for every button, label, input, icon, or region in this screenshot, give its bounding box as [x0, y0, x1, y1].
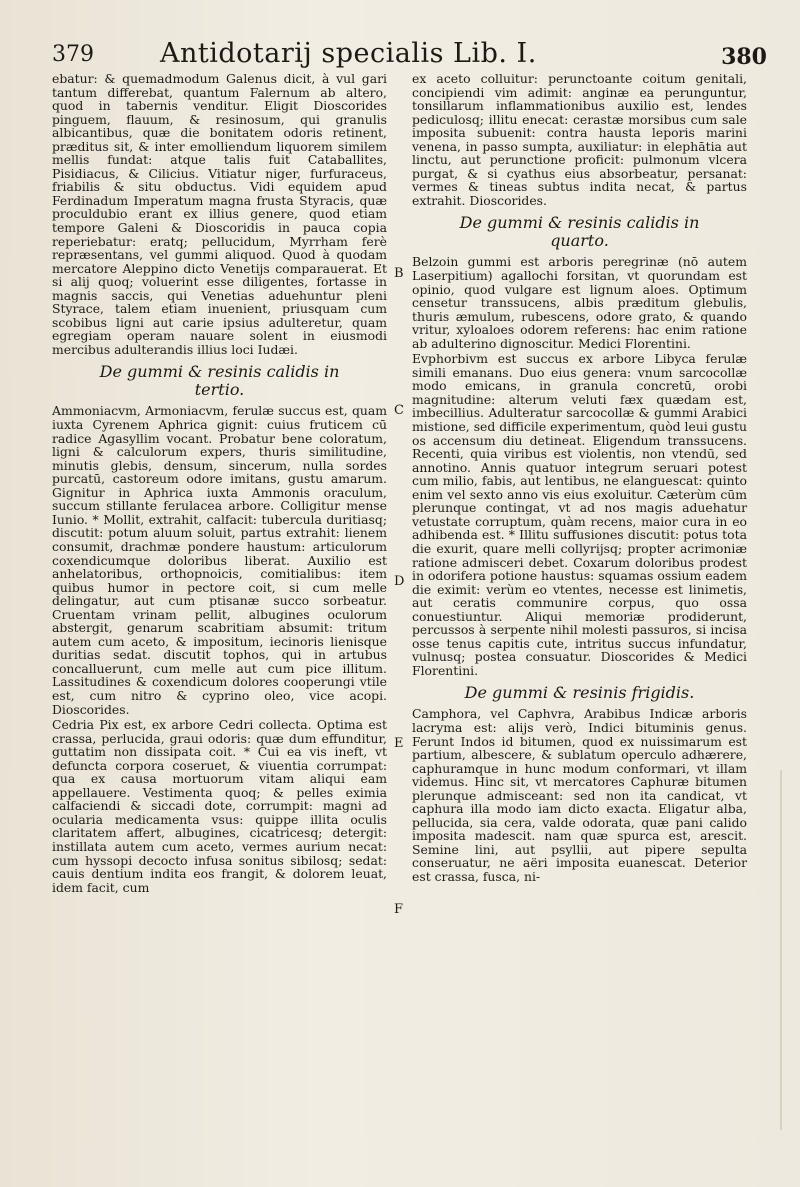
paragraph-styrax: ebatur: & quemadmodum Galenus dicit, à vul gari tantum differebat, quantum Falernum ab altero, quod in tabernis venditur. Eligit Dioscorides pinguem, flauum, & resinosum, qui granulis albicantibus, quæ die bonitatem odoris retinent, præditus sit, & inter emolliendum liquorem similem mellis fundat: atque talis fuit Cataballites, Pisidiacus, & Cilicius. Vitiatur niger, furfuraceus, friabilis & situ obductus. Vidi equidem apud Ferdinadum Imperatum magna frusta Styracis, quæ proculdubio erant ex illius genere, quod etiam tempore Galeni & Dioscoridis in pauca copia reperiebatur: eratq; pellucidum, Myrrham ferè repræsentans, vel gummi aliquod. Quod à quodam mercatore Aleppino dicto Venetijs comparauerat. Et si alij quoq; voluerint esse diligentes, fortasse in magnis saccis, qui Venetias aduehuntur pleni Styrace, talem etiam inuenient, priusquam cum scobibus ligni aut carie ipsius adulteretur, quam egregiam operam nauare solent in eiusmodi mercibus adulterandis illius loci Iudæi.	[52, 71, 387, 357]
paragraph-ammoniacum: Ammoniacvm, Armoniacvm, ferulæ succus est, quam iuxta Cyrenem Aphrica gignit: cuius fruticem cū radice Agasyllim vocant. Probatur bene coloratum, ligni & calculorum expers, thuris similitudine, minutis glebis, densum, sincerum, nulla sordes purcatū, castoreum odore imitans, gustu amarum. Gignitur in Aphrica iuxta Ammonis oraculum, succum stillante ferulacea arbore. Colligitur mense Iunio. * Mollit, extrahit, calfacit: tubercula duritiasq; discutit: potum aluum soluit, partus extrahit: lienem consumit, drachmæ pondere haustum: articulorum coxendicumque doloribus liberat. Auxilio est anhelatoribus, orthopnoicis, comitialibus: item quibus humor in pectore coit, si cum melle delingatur, aut cum ptisanæ succo sorbeatur. Cruentam vrinam pellit, albugines oculorum abstergit, genarum scabritiam absumit: tritum autem cum aceto, & impositum, iecinoris lienisque duritias sedat. discutit tophos, qui in artubus concalluerunt, cum melle aut cum pice illitum. Lassitudines & coxendicum dolores cooperungi vtile est, cum nitro & cyprino oleo, vice acopi. Dioscorides.	[52, 403, 387, 717]
margin-letter: D	[394, 574, 405, 589]
page-edge-shadow	[780, 770, 782, 1130]
margin-letter: F	[394, 902, 404, 917]
paragraph-camphora: Camphora, vel Caphvra, Arabibus Indicæ arboris lacryma est: alijs verò, Indici bituminis genus. Ferunt Indos id bitumen, quod ex nuissimarum est partium, albescere, & sublatum operculo adhærere, caphuramque in hunc modum conformari, vt illam videmus. Hinc sit, vt mercatores Caphuræ bitumen plerunque admisceant: sed non ita candicat, vt caphura illa modo iam dicto exacta. Eligatur alba, pellucida, sia cera, valde odorata, quæ pani calido imposita madescit. nam quæ spurca est, arescit. Semine lini, aut psyllii, aut pipere sepulta conseruatur, ne aëri imposita euanescat. Deterior est crassa, fusca, ni-	[412, 706, 747, 884]
section-heading-calidis-tertio	[52, 363, 387, 399]
heading-line: quarto.	[550, 231, 609, 251]
paragraph-belzoin: Belzoin gummi est arboris peregrinæ (nō autem Laserpitium) agallochi forsitan, vt quorundam est opinio, quod vulgare est lignum aloes. Optimum censetur transsucens, albis præditum glebulis, thuris æmulum, rubescens, odore grato, & quando vritur, xyloaloes odorem referens: hac enim ratione ab adulterino dignoscitur. Medici Florentini.	[412, 254, 747, 351]
heading-line: De gummi & resinis calidis in	[99, 362, 340, 382]
page-header	[52, 38, 767, 74]
left-column	[52, 72, 387, 896]
heading-line: De gummi & resinis frigidis.	[464, 683, 695, 703]
margin-letter: E	[394, 736, 404, 751]
heading-line: De gummi & resinis calidis in	[459, 213, 700, 233]
page-number-left: 379	[52, 42, 94, 67]
section-heading-calidis-quarto	[412, 214, 747, 250]
running-title: Antidotarij specialis Lib. I.	[160, 38, 537, 69]
margin-letter: C	[394, 403, 404, 418]
paragraph-cedria-continued: ex aceto colluitur: perunctoante coitum genitali, concipiendi vim adimit: anginæ ea perunguntur, tonsillarum inflammationibus auxilio est, lendes pediculosq; illitu enecat: cerastæ morsibus cum sale imposita subuenit: contra hausta leporis marini venena, in passo sumpta, auxiliatur: in elephātia aut linctu, aut perunctione proficit: pulmonum vlcera purgat, & si cyathus eius absorbeatur, persanat: vermes & tineas subtus indita necat, & partus extrahit. Dioscorides.	[412, 71, 747, 208]
paragraph-cedria: Cedria Pix est, ex arbore Cedri collecta. Optima est crassa, perlucida, graui odoris: quæ dum effunditur, guttatim non dissipata coit. * Cui ea vis ineft, vt defuncta corpora coseruet, & viuentia corrumpat: qua ex causa mortuorum vitam aliqui eam appellauere. Vestimenta quoq; & pelles eximia calfaciendi & siccadi dote, corrumpit: magni ad ocularia medicamenta vsus: quippe illita oculis claritatem affert, albugines, cicatricesq; detergit: instillata autem cum aceto, vermes aurium necat: cum hyssopi decocto infusa sonitus sibilosq; sedat: cauis dentium indita eos frangit, & dolorem leuat, idem facit, cum	[52, 717, 387, 895]
heading-line: tertio.	[194, 380, 245, 400]
margin-letter: B	[394, 266, 404, 281]
paragraph-euphorbium: Evphorbivm est succus ex arbore Libyca ferulæ simili emanans. Duo eius genera: vnum sarcocollæ modo emicans, in granula concretū, orobi magnitudine: alterum veluti fæx quædam est, imbecillius. Adulteratur sarcocollæ & gummi Arabici mistione, sed difficile experimentum, quòd leui gustu os accensum diu detineat. Eligendum transsucens. Recenti, quia viribus est violentis, non vtendū, sed annotino. Annis quatuor integrum seruari potest cum milio, fabis, aut lentibus, ne elanguescat: quinto enim vel sexto anno vis eius exoluitur. Cæterùm cūm plerunque contingat, vt ad nos magis aduehatur vetustate corruptum, quàm recens, maior cura in eo adhibenda est. * Illitu suffusiones discutit: potus tota die exurit, quare melli collyrijsq; propter acrimoniæ ratione admisceri debet. Coxarum doloribus prodest in odorifera potione haustus: squamas ossium eadem die eximit: verùm eo vtentes, necesse est linimetis, aut ceratis communire corpus, quo ossa conuestiuntur. Aliqui memoriæ prodiderunt, percussos à serpente nihil molesti passuros, si incisa osse tenus capitis cute, intritus succus infundatur, vulnusq; postea consuatur. Dioscorides & Medici Florentini.	[412, 351, 747, 678]
page-number-right: 380	[721, 44, 767, 70]
right-column	[412, 72, 747, 886]
section-heading-frigidis	[412, 684, 747, 702]
